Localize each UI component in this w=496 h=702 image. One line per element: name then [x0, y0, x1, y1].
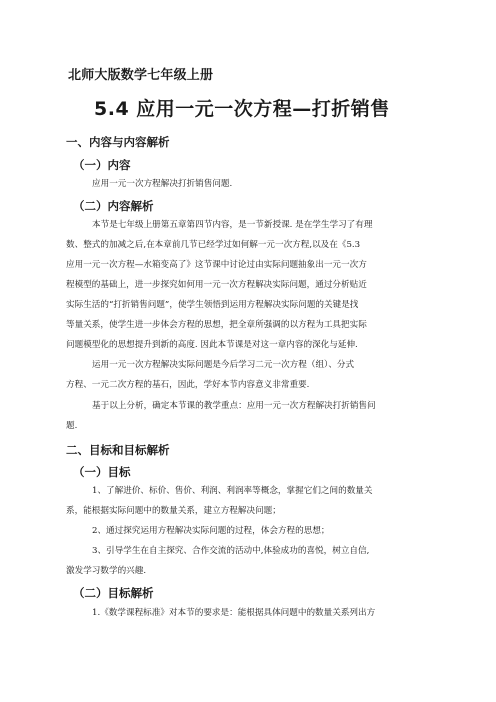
subheading-objective-analysis: （二）目标解析 [73, 586, 154, 600]
document-title: 北师大版数学七年级上册 [68, 68, 214, 83]
content-paragraph-line: 应用一元一次方程解决打折销售问题. [92, 179, 233, 189]
analysis-paragraph-line: 基于以上分析，确定本节课的教学重点：应用一元一次方程解决打折销售问 [92, 401, 376, 411]
lesson-title: 5.4 应用一元一次方程—打折销售 [94, 98, 390, 120]
objective-line: 2、通过探究运用方程解决实际问题的过程，体会方程的思想； [92, 526, 330, 536]
analysis-paragraph-line: 题. [66, 421, 78, 431]
subheading-content-analysis: （二）内容解析 [73, 199, 154, 213]
analysis-paragraph-line: 等量关系，使学生进一步体会方程的思想，把全章所强调的以方程为工具把实际 [66, 320, 367, 330]
section-heading-content: 一、内容与内容解析 [66, 135, 170, 149]
section-heading-objectives: 二、目标和目标解析 [66, 443, 170, 457]
objective-line: 系，能根据实际问题中的数量关系，建立方程解决问题； [66, 506, 281, 516]
analysis-paragraph-line: 方程、一元二次方程的基石，因此，学好本节内容意义非常重要. [66, 380, 310, 390]
objective-line: 1、了解进价、标价、售价、利润、利润率等概念，掌握它们之间的数量关 [92, 486, 373, 496]
objective-line: 激发学习数学的兴趣. [66, 566, 147, 576]
subheading-content: （一）内容 [73, 158, 131, 172]
analysis-paragraph-line: 程模型的基础上，进一步探究如何用一元一次方程解决实际问题，通过分析贴近 [66, 280, 367, 290]
analysis-paragraph-line: 问题模型化的思想提升到新的高度. 因此本节课是对这一章内容的深化与延伸. [66, 340, 358, 350]
subheading-objectives: （一）目标 [73, 465, 131, 479]
analysis-paragraph-line: 数、整式的加减之后,在本章前几节已经学过如何解一元一次方程,以及在《5.3 [66, 240, 361, 250]
analysis-paragraph-line: 应用一元一次方程—水箱变高了》这节课中讨论过由实际问题抽象出一元一次方 [66, 260, 367, 270]
analysis-paragraph-line: 实际生活的“打折销售问题”，使学生领悟到运用方程解决实际问题的关键是找 [66, 300, 359, 310]
objective-analysis-line: 1.《数学课程标准》对本节的要求是：能根据具体问题中的数量关系列出方 [92, 608, 376, 618]
objective-line: 3、引导学生在自主探究、合作交流的活动中,体验成功的喜悦，树立自信, [92, 546, 370, 556]
analysis-paragraph-line: 本节是七年级上册第五章第四节内容，是一节新授课. 是在学生学习了有理 [92, 220, 373, 230]
analysis-paragraph-line: 运用一元一次方程解决实际问题是今后学习二元一次方程（组）、分式 [92, 360, 355, 370]
